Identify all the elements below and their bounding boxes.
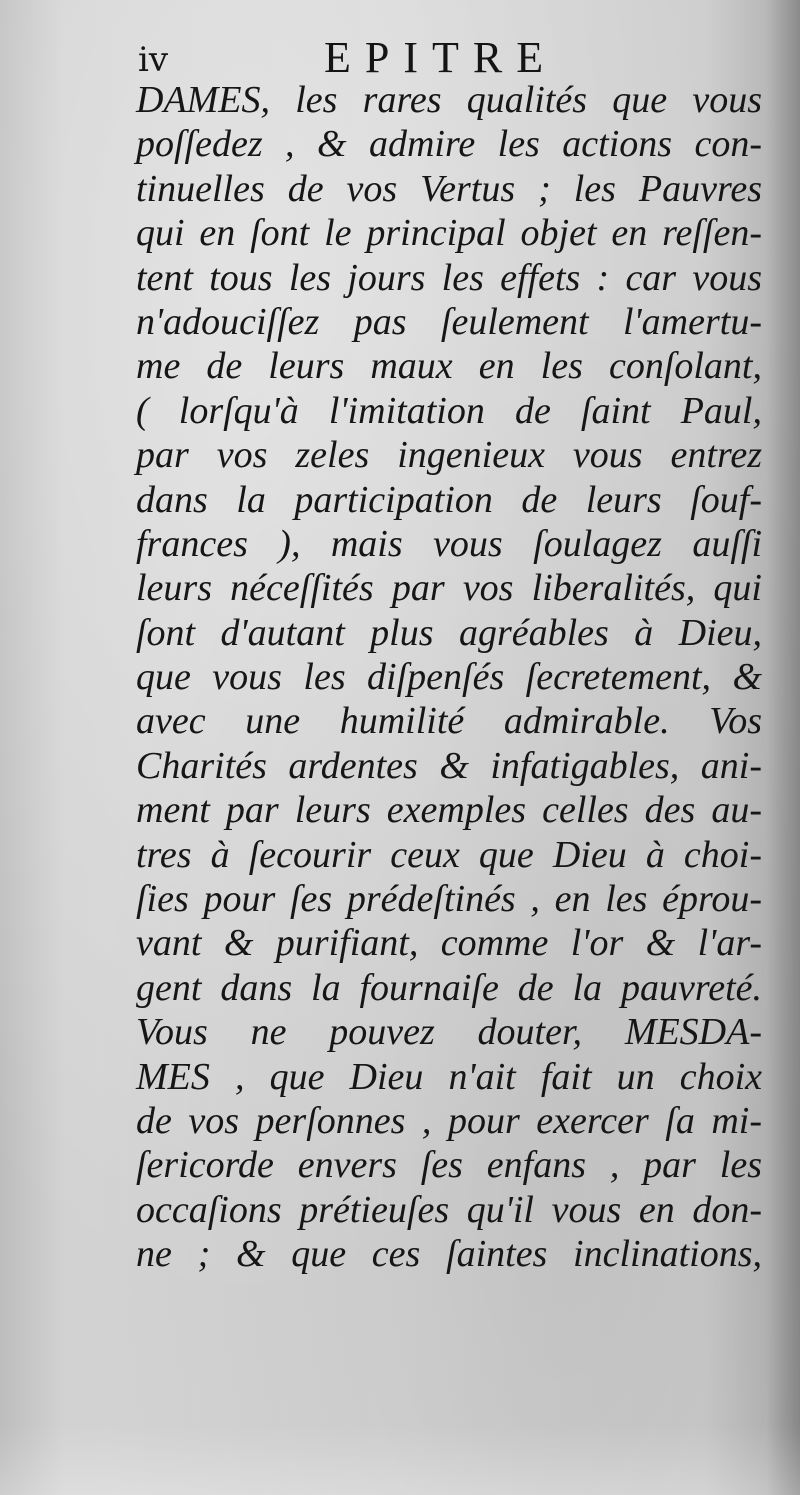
text-line: par vos zeles ingenieux vous entrez bbox=[136, 434, 762, 477]
body-text bbox=[136, 78, 762, 1277]
text-line: ( lorſqu'à l'imitation de ſaint Paul, bbox=[136, 389, 762, 432]
text-line: de vos perſonnes , pour exercer ſa mi- bbox=[136, 1099, 762, 1142]
text-line: DAMES, les rares qualités que vous bbox=[136, 79, 762, 121]
text-line: me de leurs maux en les conſolant, bbox=[136, 345, 762, 388]
text-line: frances ), mais vous ſoulagez auſſi bbox=[136, 522, 762, 565]
text-line: Vous ne pouvez douter, MESDA- bbox=[136, 1011, 762, 1054]
text-line: que vous les diſpenſés ſecretement, & bbox=[136, 656, 762, 699]
text-line: ſont d'autant plus agréables à Dieu, bbox=[136, 611, 762, 654]
text-line: vant & purifiant, comme l'or & l'ar- bbox=[136, 922, 762, 965]
running-title: EPITRE bbox=[324, 33, 558, 82]
text-line: dans la participation de leurs ſouf- bbox=[136, 478, 762, 521]
text-line: tent tous les jours les effets : car vous bbox=[136, 256, 762, 299]
text-line: ſericorde envers ſes enfans , par les bbox=[136, 1144, 762, 1187]
text-line: avec une humilité admirable. Vos bbox=[136, 700, 762, 743]
text-line: gent dans la fournaiſe de la pauvreté. bbox=[136, 966, 762, 1009]
text-line: tinuelles de vos Vertus ; les Pauvres bbox=[136, 167, 762, 210]
text-line: ſies pour ſes prédeſtinés , en les éprou- bbox=[136, 878, 762, 921]
page-edge-shadow bbox=[766, 0, 800, 1495]
text-line: ment par leurs exemples celles des au- bbox=[136, 789, 762, 832]
page-bottom-shade bbox=[0, 1425, 800, 1495]
text-line: qui en ſont le principal objet en reſſen- bbox=[136, 212, 762, 255]
text-line: tres à ſecourir ceux que Dieu à choi- bbox=[136, 833, 762, 876]
text-line: Charités ardentes & infatigables, ani- bbox=[136, 744, 762, 787]
text-line: leurs néceſſités par vos liberalités, qui bbox=[136, 567, 762, 610]
text-line: MES , que Dieu n'ait fait un choix bbox=[136, 1055, 762, 1098]
text-line: ne ; & que ces ſaintes inclinations, bbox=[136, 1233, 762, 1276]
page-number: iv bbox=[138, 40, 169, 80]
text-line: n'adouciſſez pas ſeulement l'amertu- bbox=[136, 300, 762, 343]
text-line: occaſions prétieuſes qu'il vous en don- bbox=[136, 1188, 762, 1231]
text-line: poſſedez , & admire les actions con- bbox=[136, 123, 762, 166]
